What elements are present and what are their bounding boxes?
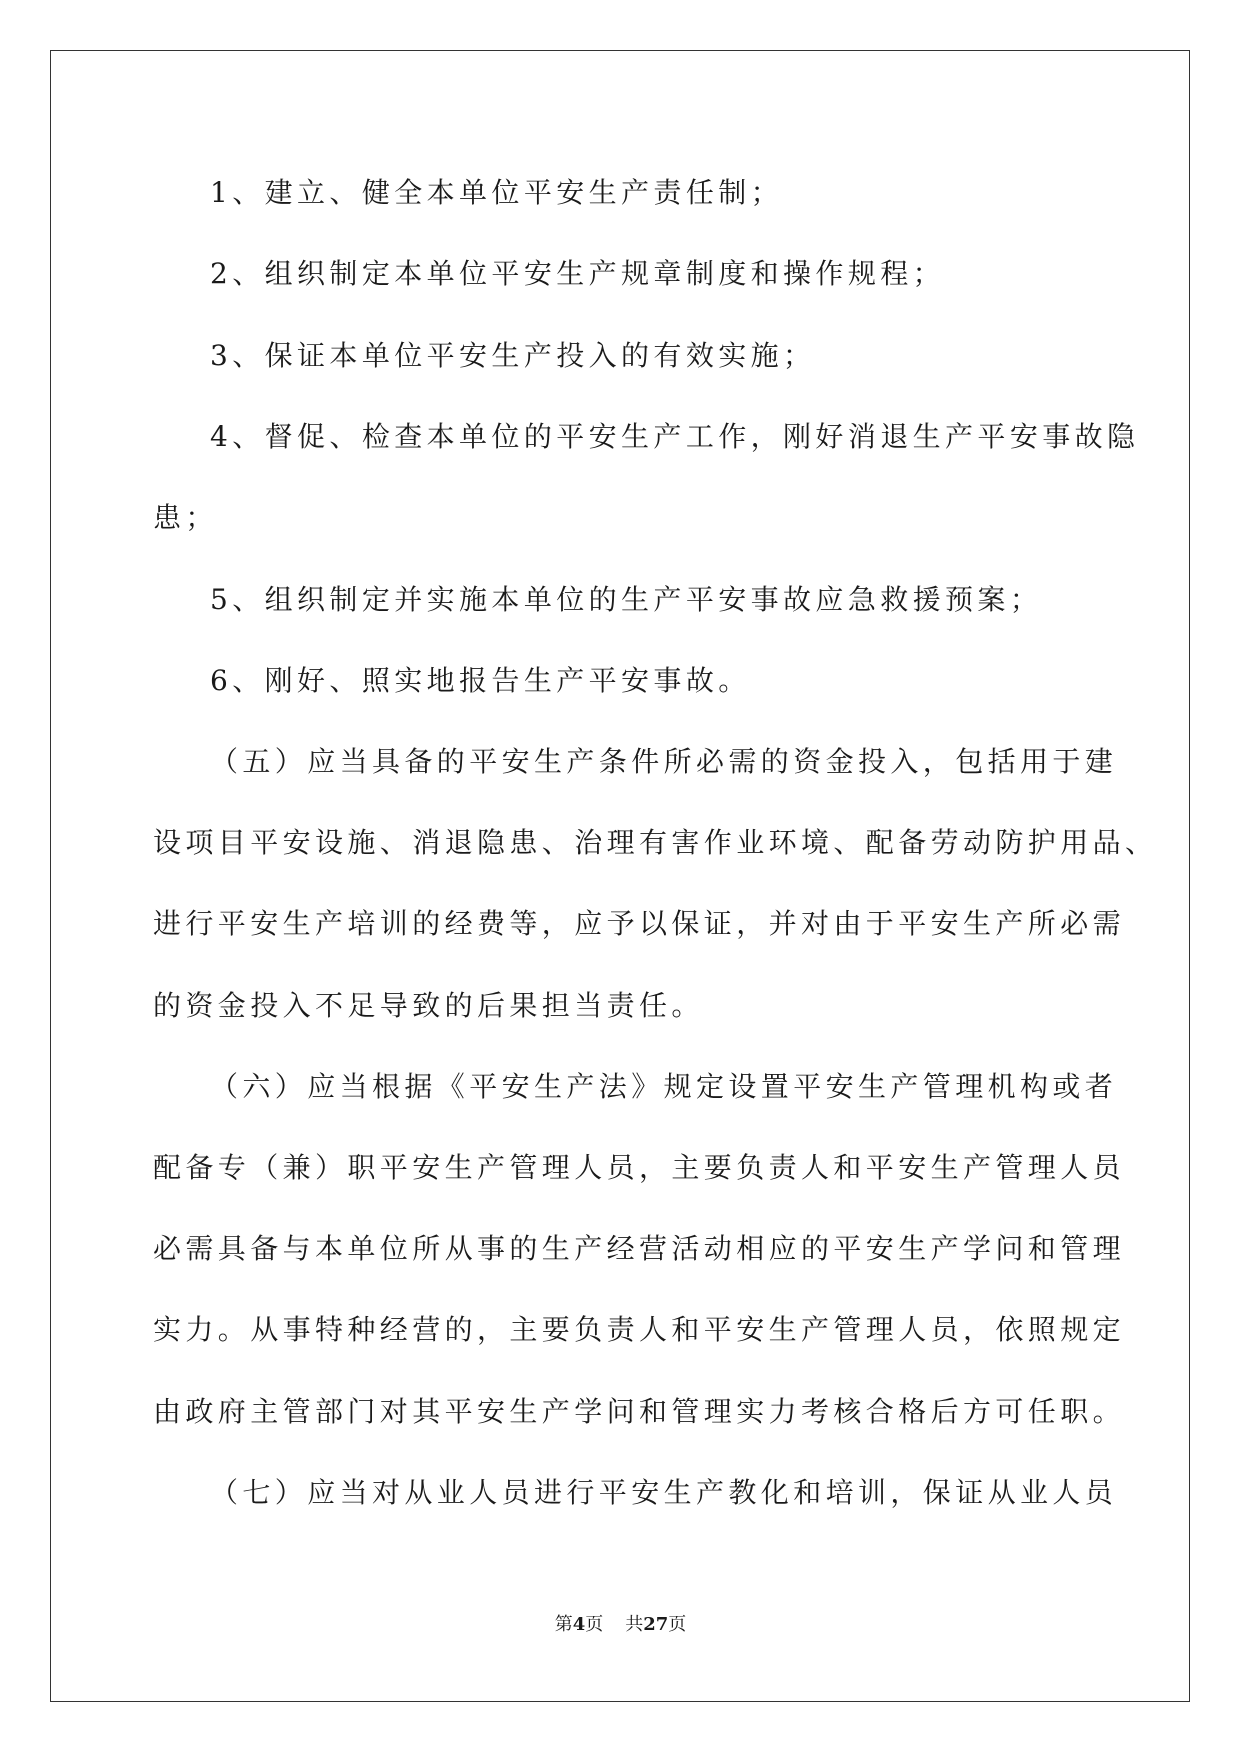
footer-total-suffix: 页 xyxy=(668,1614,687,1635)
footer-total-pages: 27 xyxy=(643,1614,669,1635)
body-line-15: 实力。从事特种经营的，主要负责人和平安生产管理人员，依照规定 xyxy=(153,1313,1126,1346)
body-line-7: 6、刚好、照实地报告生产平安事故。 xyxy=(210,664,751,697)
footer-total-prefix: 共 xyxy=(625,1614,644,1635)
page-footer xyxy=(0,1613,1241,1637)
page-border xyxy=(50,50,1190,1702)
body-line-5: 患； xyxy=(153,501,218,534)
body-line-10: 进行平安生产培训的经费等，应予以保证，并对由于平安生产所必需 xyxy=(153,907,1126,940)
body-line-14: 必需具备与本单位所从事的生产经营活动相应的平安生产学问和管理 xyxy=(153,1232,1126,1265)
body-line-6: 5、组织制定并实施本单位的生产平安事故应急救援预案； xyxy=(210,583,1043,616)
body-line-12: （六）应当根据《平安生产法》规定设置平安生产管理机构或者 xyxy=(210,1070,1118,1103)
body-line-16: 由政府主管部门对其平安生产学问和管理实力考核合格后方可任职。 xyxy=(153,1395,1126,1428)
footer-page-suffix: 页 xyxy=(585,1614,604,1635)
body-line-11: 的资金投入不足导致的后果担当责任。 xyxy=(153,989,704,1022)
footer-page-number: 4 xyxy=(572,1614,586,1635)
footer-page-prefix: 第 xyxy=(554,1614,573,1635)
body-line-4: 4、督促、检查本单位的平安生产工作，刚好消退生产平安事故隐 xyxy=(210,420,1140,453)
body-line-9: 设项目平安设施、消退隐患、治理有害作业环境、配备劳动防护用品、 xyxy=(153,826,1158,859)
body-line-2: 2、组织制定本单位平安生产规章制度和操作规程； xyxy=(210,257,946,290)
body-line-8: （五）应当具备的平安生产条件所必需的资金投入，包括用于建 xyxy=(210,745,1118,778)
body-line-3: 3、保证本单位平安生产投入的有效实施； xyxy=(210,339,816,372)
body-line-13: 配备专（兼）职平安生产管理人员，主要负责人和平安生产管理人员 xyxy=(153,1151,1126,1184)
body-line-1: 1、建立、健全本单位平安生产责任制； xyxy=(210,176,784,209)
body-line-17: （七）应当对从业人员进行平安生产教化和培训，保证从业人员 xyxy=(210,1476,1118,1509)
